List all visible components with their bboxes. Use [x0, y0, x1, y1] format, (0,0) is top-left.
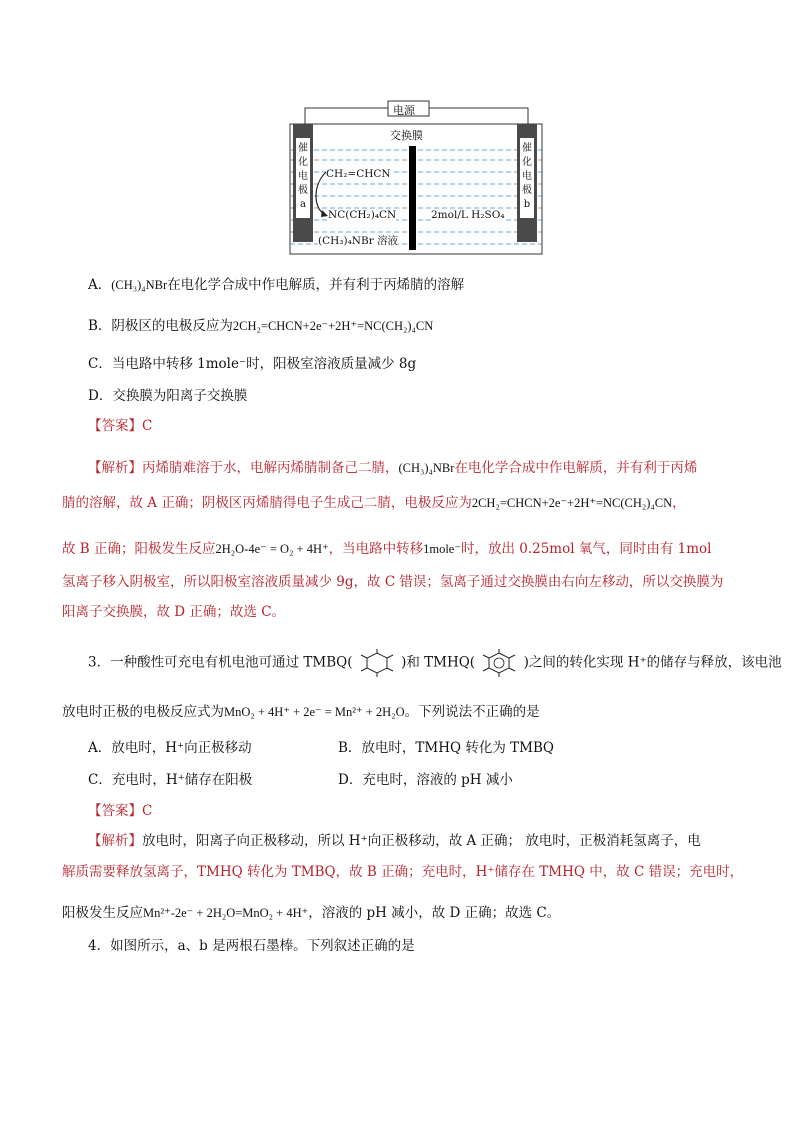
q3-stem-line1: 3．一种酸性可充电有机电池可通过 TMBQ( )和 TMHQ( )之间的转化实现 H⁺的储存与释放，该电池 — [88, 649, 782, 677]
q3-answer: 【答案】C — [88, 803, 153, 819]
reactant-label: CH₂=CHCN — [326, 168, 391, 180]
q2-answer: 【答案】C — [88, 418, 153, 434]
q2-analysis-line2: 腈的溶解，故 A 正确；阴极区丙烯腈得电子生成己二腈，电极反应为2CH₂=CHCN+2e⁻+2H⁺=NC(CH₂)₄CN， — [62, 495, 686, 511]
q2-option-d: D．交换膜为阳离子交换膜 — [88, 388, 248, 404]
membrane-label: 交换膜 — [390, 129, 423, 142]
q3-option-b: B．放电时，TMHQ 转化为 TMBQ — [338, 740, 554, 756]
power-source-label: 电源 — [393, 104, 415, 117]
electrolysis-cell-diagram — [288, 100, 546, 256]
q2-option-a: A．(CH₃)₄NBr在电化学合成中作电解质，并有利于丙烯腈的溶解 — [88, 277, 465, 293]
q3-analysis-line1: 【解析】放电时，阳离子向正极移动，所以 H⁺向正极移动，故 A 正确； 放电时，正极消耗氢离子，电 — [88, 833, 701, 849]
q4-stem: 4．如图所示，a、b 是两根石墨棒。下列叙述正确的是 — [88, 938, 415, 954]
q3-analysis-line3: 阳极发生反应Mn²⁺-2e⁻ + 2H₂O=MnO₂ + 4H⁺，溶液的 pH 减小，故 D 正确；故选 C。 — [62, 905, 561, 921]
tmhq-structure-icon — [479, 649, 519, 677]
q3-stem-line2: 放电时正极的电极反应式为MnO₂ + 4H⁺ + 2e⁻ = Mn²⁺ + 2H₂O。下列说法不正确的是 — [62, 704, 540, 720]
exchange-membrane — [409, 146, 416, 250]
electrode-a-label: 催 化 电 极 a — [298, 143, 308, 210]
q2-option-b: B．阴极区的电极反应为2CH₂=CHCN+2e⁻+2H⁺=NC(CH₂)₄CN — [88, 318, 434, 334]
tmbq-structure-icon — [357, 649, 397, 677]
right-solution-label: 2mol/L H₂SO₄ — [431, 209, 505, 221]
q3-option-a: A．放电时，H⁺向正极移动 — [88, 740, 252, 756]
q2-option-c: C．当电路中转移 1mole⁻时，阳极室溶液质量减少 8g — [88, 356, 417, 372]
q3-analysis-line2: 解质需要释放氢离子，TMHQ 转化为 TMBQ，故 B 正确；充电时，H⁺储存在 TMHQ 中，故 C 错误；充电时， — [62, 864, 744, 880]
q2-analysis-line3: 故 B 正确；阳极发生反应2H₂O-4e⁻ = O₂ + 4H⁺，当电路中转移1mole⁻时，放出 0.25mol 氧气，同时由有 1mol — [62, 541, 712, 557]
product-label: NC(CH₂)₄CN — [328, 209, 397, 221]
q2-analysis-line4: 氢离子移入阴极室，所以阳极室溶液质量减少 9g，故 C 错误；氢离子通过交换膜由右向左移动，所以交换膜为 — [62, 574, 724, 590]
q2-analysis-line5: 阳离子交换膜，故 D 正确；故选 C。 — [62, 604, 286, 620]
q3-option-c: C．充电时，H⁺储存在阳极 — [88, 772, 253, 788]
left-solution-label: (CH₃)₄NBr 溶液 — [318, 235, 399, 247]
electrode-b-label: 催 化 电 极 b — [522, 143, 532, 210]
q2-analysis-line1: 【解析】丙烯腈难溶于水，电解丙烯腈制备己二腈，(CH₃)₄NBr在电化学合成中作电解质，并有利于丙烯 — [88, 460, 698, 476]
q3-option-d: D．充电时，溶液的 pH 减小 — [338, 772, 513, 788]
